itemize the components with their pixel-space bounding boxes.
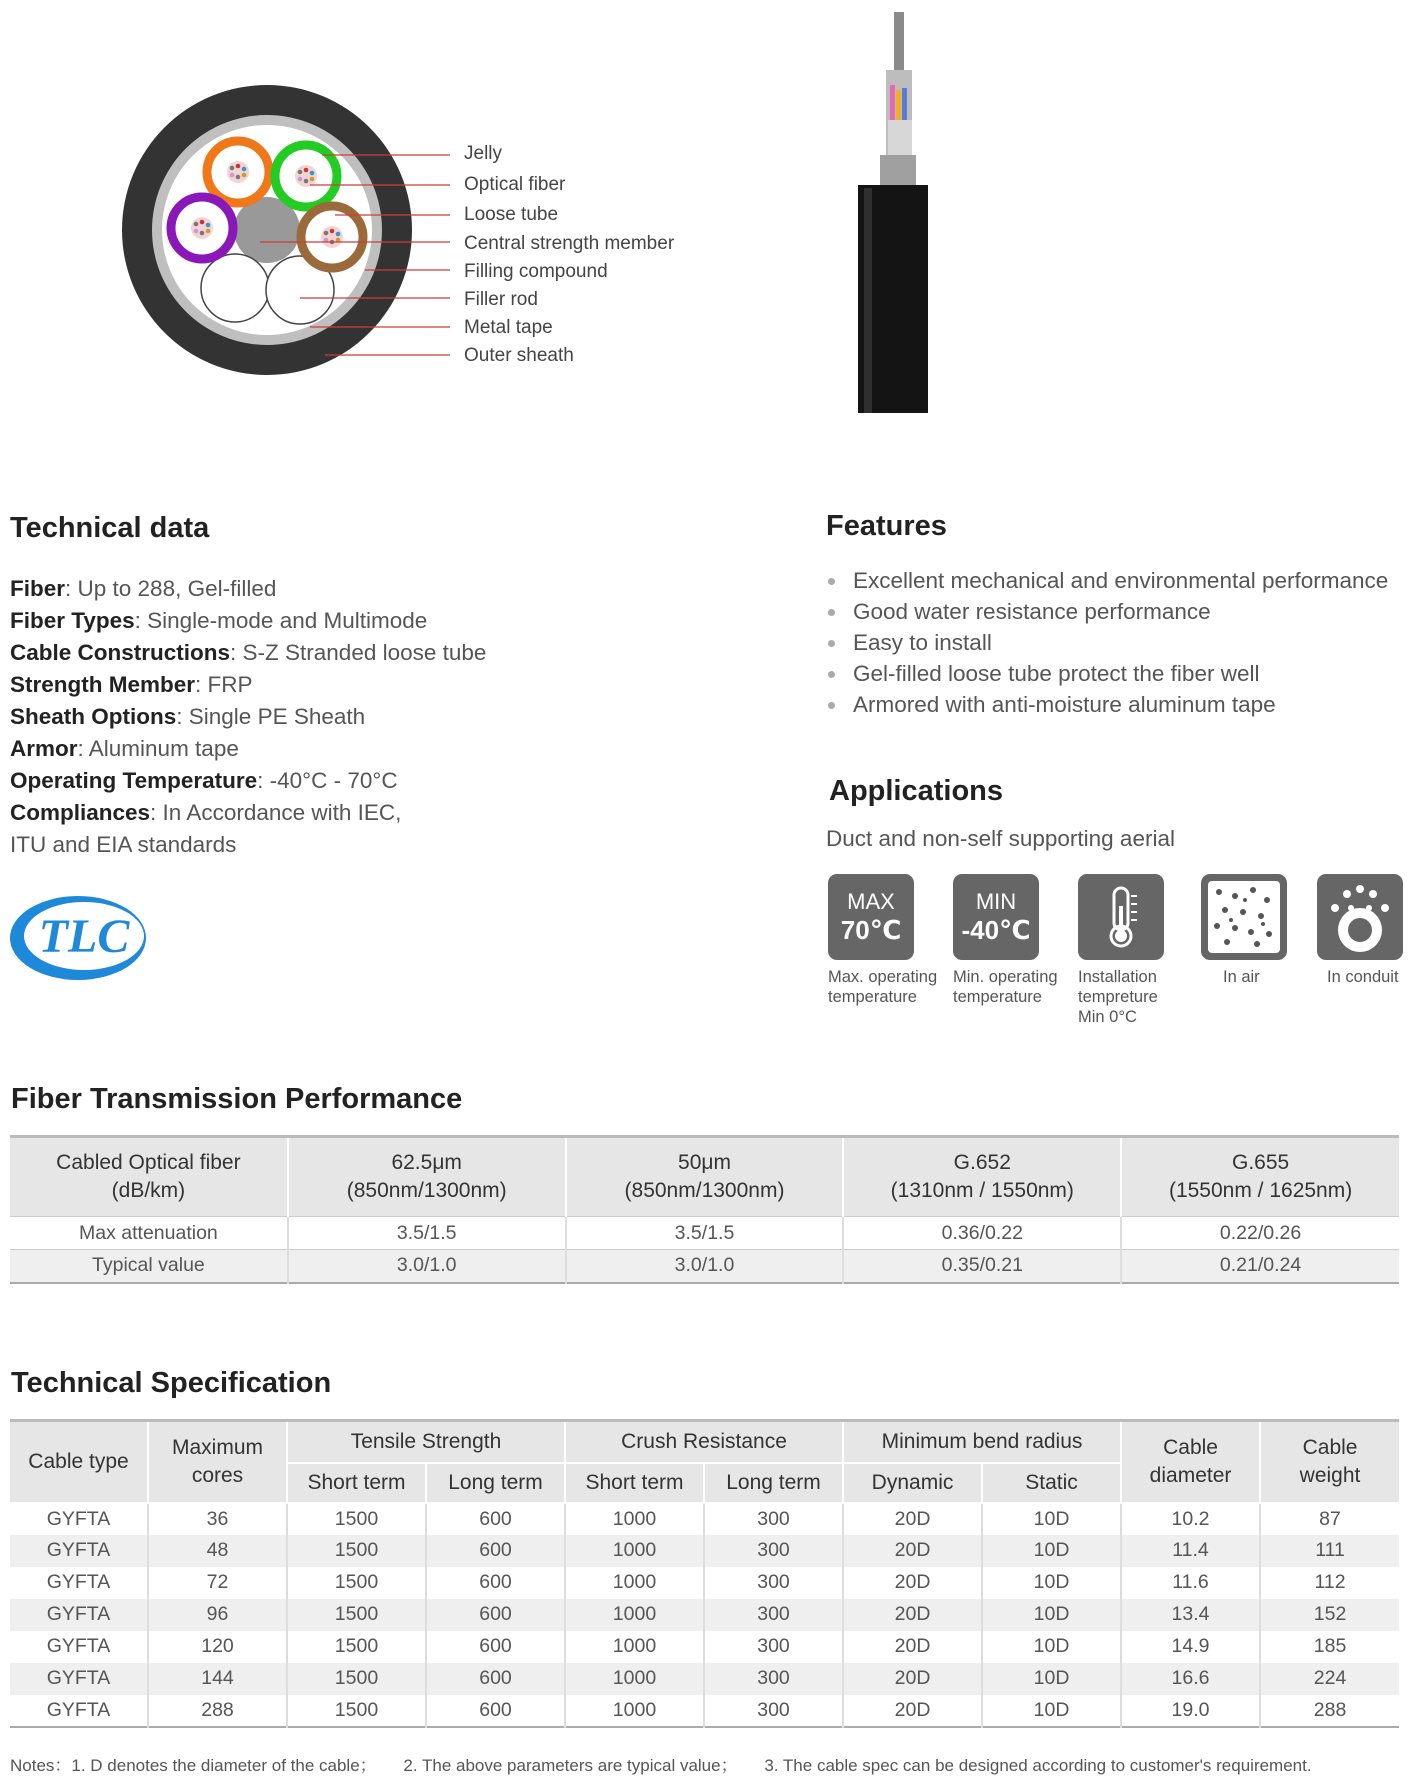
tech-item-armor: Armor: Aluminum tape: [10, 736, 239, 761]
tech-item-cable-constructions: Cable Constructions: S-Z Stranded loose tube: [10, 640, 487, 665]
table-cell: 300: [704, 1567, 843, 1599]
table-row: [10, 1535, 1399, 1567]
header-62-5um: 62.5μm (850nm/1300nm): [288, 1137, 566, 1217]
table-cell: 20D: [843, 1663, 982, 1695]
table-cell: 288: [1313, 1698, 1347, 1721]
label-filler-rod: Filler rod: [464, 289, 538, 310]
table-cell: 0.21/0.24: [1121, 1250, 1399, 1283]
table-cell: GYFTA: [10, 1695, 148, 1727]
icon-caption: Installation tempreture Min 0°C: [1078, 968, 1158, 1026]
table-cell: 1000: [565, 1599, 704, 1631]
header-cable-diameter: Cable diameter: [1121, 1421, 1260, 1503]
table-cell: 10D: [982, 1567, 1121, 1599]
specification-table: [10, 1419, 1399, 1728]
in-air-icon: [1201, 874, 1287, 960]
applications-text: Duct and non-self supporting aerial: [826, 826, 1175, 851]
table-cell: 300: [704, 1503, 843, 1535]
table-cell: GYFTA: [10, 1567, 148, 1599]
fiber-bundle-2: [295, 165, 317, 187]
table-cell: 48: [148, 1535, 287, 1567]
table-cell: 10D: [982, 1631, 1121, 1663]
table-cell: 3.0/1.0: [566, 1250, 844, 1283]
filler-rod-1: [201, 254, 269, 322]
performance-title: Fiber Transmission Performance: [11, 1083, 463, 1115]
table-cell: 600: [426, 1567, 565, 1599]
in-conduit-icon: [1317, 874, 1403, 960]
table-cell: Max attenuation: [10, 1217, 288, 1250]
feature-item: Good water resistance performance: [826, 596, 1406, 627]
table-cell: 600: [426, 1695, 565, 1727]
tech-item-fiber-types: Fiber Types: Single-mode and Multimode: [10, 608, 428, 633]
table-cell: 10D: [982, 1695, 1121, 1727]
tech-item-compliances: Compliances: In Accordance with IEC,: [10, 800, 402, 825]
table-cell: 13.4: [1121, 1599, 1260, 1631]
table-cell: 3.5/1.5: [566, 1217, 844, 1250]
feature-item: Armored with anti-moisture aluminum tape: [826, 689, 1406, 720]
table-cell: 11.6: [1121, 1567, 1260, 1599]
table-cell: 1500: [287, 1631, 426, 1663]
table-cell: 111: [1260, 1535, 1399, 1567]
cable-photo: [840, 10, 950, 415]
table-cell: 1500: [287, 1503, 426, 1535]
table-cell: 1500: [287, 1567, 426, 1599]
icon-caption: In conduit: [1327, 968, 1399, 986]
icon-item-installation-temp: [1078, 874, 1196, 1027]
table-cell: 600: [426, 1599, 565, 1631]
table-cell: 1000: [565, 1631, 704, 1663]
table-cell: 300: [704, 1535, 843, 1567]
table-cell: 87: [1319, 1507, 1341, 1530]
tech-item-compliances-continuation: ITU and EIA standards: [10, 832, 237, 857]
table-cell: 0.22/0.26: [1121, 1217, 1399, 1250]
table-cell: 1000: [565, 1535, 704, 1567]
table-cell: GYFTA: [10, 1663, 148, 1695]
header-crush-short-term: Short term: [565, 1463, 704, 1503]
cable-cross-section-diagram: [110, 70, 730, 400]
note-3: 3. The cable spec can be designed according to customer's requirement.: [764, 1756, 1312, 1775]
header-cable-type: Cable type: [10, 1421, 148, 1503]
header-max-cores: Maximum cores: [148, 1421, 287, 1503]
table-cell: 144: [148, 1663, 287, 1695]
header-50um: 50μm (850nm/1300nm): [566, 1137, 844, 1217]
table-cell: GYFTA: [10, 1631, 148, 1663]
table-cell: 11.4: [1121, 1535, 1260, 1567]
table-row: [10, 1567, 1399, 1599]
label-central-strength-member: Central strength member: [464, 233, 675, 254]
table-row: [10, 1695, 1399, 1727]
icon-caption: Min. operating temperature: [953, 968, 1058, 1006]
icon-caption: Max. operating temperature: [828, 968, 938, 1006]
tlc-logo: [8, 892, 148, 984]
icon-caption: In air: [1223, 968, 1260, 986]
label-optical-fiber: Optical fiber: [464, 174, 566, 195]
table-cell: GYFTA: [10, 1535, 148, 1567]
header-bend-dynamic: Dynamic: [843, 1463, 982, 1503]
fiber-bundle-3: [191, 217, 213, 239]
table-cell: 300: [704, 1663, 843, 1695]
fiber-bundle-1: [227, 161, 249, 183]
table-cell: 112: [1314, 1571, 1346, 1593]
table-row: [10, 1250, 1399, 1283]
table-cell: 288: [148, 1695, 287, 1727]
tech-item-operating-temperature: Operating Temperature: -40°C - 70°C: [10, 768, 398, 793]
table-cell: 0.35/0.21: [843, 1250, 1121, 1283]
label-outer-sheath: Outer sheath: [464, 345, 574, 366]
table-row: [10, 1599, 1399, 1631]
min-temp-icon: MIN -40℃: [953, 874, 1039, 960]
header-tensile-long-term: Long term: [426, 1463, 565, 1503]
notes: [10, 1751, 1334, 1776]
header-cable-weight: Cable weight: [1260, 1421, 1399, 1503]
table-cell: 10D: [982, 1535, 1121, 1567]
tech-item-sheath-options: Sheath Options: Single PE Sheath: [10, 704, 366, 729]
table-cell: 224: [1260, 1663, 1399, 1695]
table-cell: 1000: [565, 1663, 704, 1695]
table-cell: 10D: [982, 1503, 1121, 1535]
header-crush-resistance: Crush Resistance: [565, 1421, 843, 1463]
icon-item-in-conduit: [1317, 874, 1409, 987]
table-cell: 120: [148, 1631, 287, 1663]
table-cell: 14.9: [1121, 1631, 1260, 1663]
features-title: Features: [826, 510, 947, 542]
table-cell: 96: [148, 1599, 287, 1631]
label-metal-tape: Metal tape: [464, 317, 553, 338]
table-cell: 185: [1313, 1635, 1347, 1657]
header-cabled-fiber: Cabled Optical fiber (dB/km): [10, 1137, 288, 1217]
icon-item-max-temp: [828, 874, 946, 1007]
feature-item: Gel-filled loose tube protect the fiber well: [826, 658, 1406, 689]
table-cell: 300: [704, 1631, 843, 1663]
table-cell: 600: [426, 1663, 565, 1695]
header-bend-static: Static: [982, 1463, 1121, 1503]
table-cell: 600: [426, 1535, 565, 1567]
table-row: [10, 1663, 1399, 1695]
table-cell: 600: [426, 1503, 565, 1535]
label-loose-tube: Loose tube: [464, 204, 559, 225]
application-icons: [828, 874, 1408, 1034]
fiber-bundle-4: [321, 226, 343, 248]
table-cell: 1000: [565, 1567, 704, 1599]
table-cell: 10.2: [1121, 1503, 1260, 1535]
table-cell: 1500: [287, 1695, 426, 1727]
table-cell: 0.36/0.22: [843, 1217, 1121, 1250]
table-cell: GYFTA: [10, 1503, 148, 1535]
table-cell: 300: [704, 1599, 843, 1631]
tlc-logo-text: TLC: [38, 910, 130, 963]
features-list: [826, 565, 1406, 720]
thermometer-icon: [1078, 874, 1164, 960]
label-filling-compound: Filling compound: [464, 261, 608, 282]
table-cell: 20D: [843, 1599, 982, 1631]
table-cell: Typical value: [10, 1250, 288, 1283]
table-cell: 10D: [982, 1599, 1121, 1631]
table-cell: 36: [148, 1503, 287, 1535]
table-cell: 1000: [565, 1503, 704, 1535]
table-cell: 19.0: [1121, 1695, 1260, 1727]
header-tensile-short-term: Short term: [287, 1463, 426, 1503]
table-cell: 16.6: [1121, 1663, 1260, 1695]
header-g652: G.652 (1310nm / 1550nm): [843, 1137, 1121, 1217]
table-cell: GYFTA: [10, 1599, 148, 1631]
icon-item-min-temp: [953, 874, 1071, 1007]
table-cell: 1500: [287, 1599, 426, 1631]
specification-table-body: [10, 1503, 1399, 1727]
max-temp-icon: MAX 70℃: [828, 874, 914, 960]
table-cell: 20D: [843, 1695, 982, 1727]
technical-data-list: [10, 573, 530, 861]
header-tensile-strength: Tensile Strength: [287, 1421, 565, 1463]
table-cell: 20D: [843, 1631, 982, 1663]
table-row: [10, 1503, 1399, 1535]
table-cell: 1500: [287, 1663, 426, 1695]
tech-item-strength-member: Strength Member: FRP: [10, 672, 253, 697]
table-cell: 3.5/1.5: [288, 1217, 566, 1250]
note-1: Notes：1. D denotes the diameter of the cable；: [10, 1756, 377, 1775]
table-cell: 20D: [843, 1567, 982, 1599]
specification-title: Technical Specification: [11, 1367, 332, 1399]
table-cell: 20D: [843, 1503, 982, 1535]
technical-data-title: Technical data: [10, 512, 210, 544]
header-min-bend-radius: Minimum bend radius: [843, 1421, 1121, 1463]
cross-section-svg: [110, 70, 470, 400]
table-cell: 300: [704, 1695, 843, 1727]
table-row: [10, 1217, 1399, 1250]
performance-table: [10, 1135, 1399, 1284]
tech-item-fiber: Fiber: Up to 288, Gel-filled: [10, 576, 277, 601]
applications-title: Applications: [829, 775, 1004, 807]
label-jelly: Jelly: [464, 143, 503, 164]
table-header-row: [10, 1137, 1399, 1217]
table-cell: 152: [1260, 1599, 1399, 1631]
table-cell: 10D: [982, 1663, 1121, 1695]
table-row: [10, 1631, 1399, 1663]
header-g655: G.655 (1550nm / 1625nm): [1121, 1137, 1399, 1217]
feature-item: Excellent mechanical and environmental performance: [826, 565, 1406, 596]
table-cell: 20D: [843, 1535, 982, 1567]
note-2: 2. The above parameters are typical value；: [403, 1756, 738, 1775]
header-crush-long-term: Long term: [704, 1463, 843, 1503]
table-cell: 72: [148, 1567, 287, 1599]
table-cell: 1000: [565, 1695, 704, 1727]
feature-item: Easy to install: [826, 627, 1406, 658]
table-header-row: [10, 1421, 1399, 1463]
table-cell: 600: [426, 1631, 565, 1663]
table-cell: 3.0/1.0: [288, 1250, 566, 1283]
table-cell: 1500: [287, 1535, 426, 1567]
icon-item-in-air: [1201, 874, 1319, 987]
